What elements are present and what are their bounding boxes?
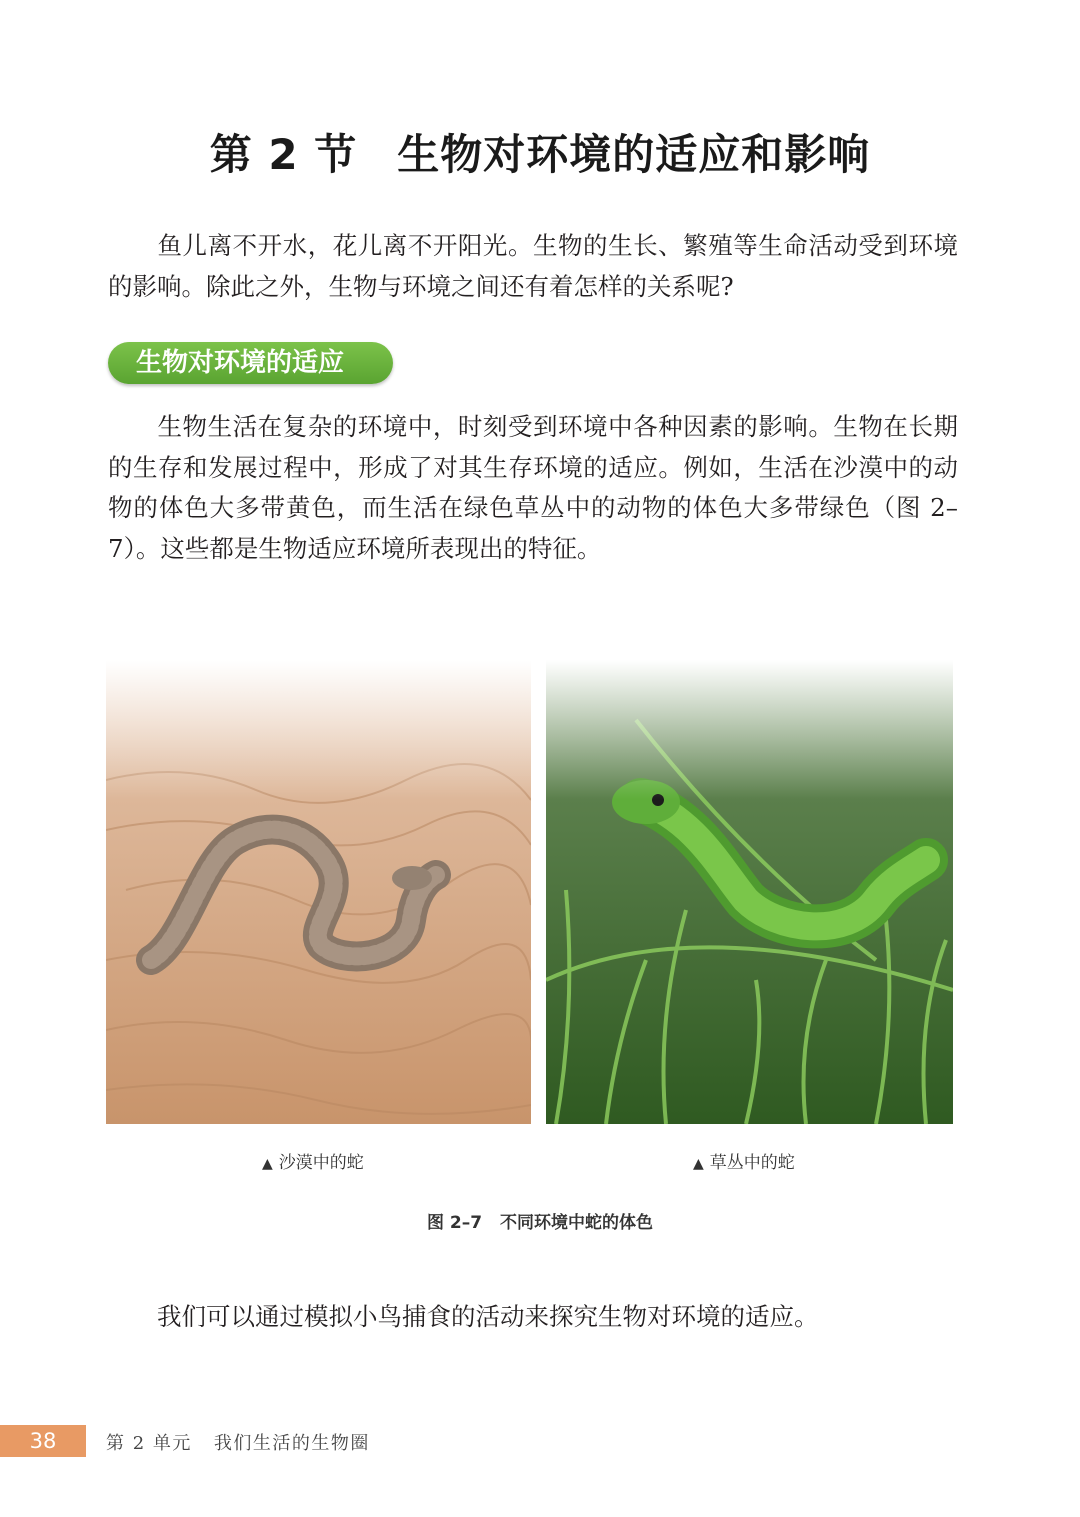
figure-number: 图 2–7	[426, 1213, 483, 1233]
section-number: 第 2 节	[209, 130, 358, 179]
running-footer	[106, 1429, 370, 1455]
unit-title: 我们生活的生物圈	[213, 1433, 370, 1454]
grass-snake-photo	[546, 660, 953, 1124]
unit-label: 第 2 单元	[106, 1433, 192, 1454]
intro-paragraph: 鱼儿离不开水，花儿离不开阳光。生物的生长、繁殖等生命活动受到环境的影响。除此之外，生物与环境之间还有着怎样的关系呢?	[108, 231, 958, 301]
page-title	[0, 122, 1080, 182]
section-title: 生物对环境的适应和影响	[397, 130, 871, 179]
triangle-marker-icon: ▲	[693, 1156, 704, 1172]
figure-title: 不同环境中蛇的体色	[500, 1213, 654, 1233]
grass-photo-caption: ▲ 草丛中的蛇	[693, 1153, 795, 1173]
triangle-marker-icon: ▲	[262, 1156, 273, 1172]
closing-paragraph: 我们可以通过模拟小鸟捕食的活动来探究生物对环境的适应。	[157, 1302, 819, 1331]
body-paragraph: 生物生活在复杂的环境中，时刻受到环境中各种因素的影响。生物在长期的生存和发展过程中，形成了对其生存环境的适应。例如，生活在沙漠中的动物的体色大多带黄色，而生活在绿色草丛中的动物的体色大多带绿色（图 2–7）。这些都是生物适应环境所表现出的特征。	[108, 412, 958, 563]
desert-photo-caption: ▲ 沙漠中的蛇	[262, 1153, 364, 1173]
subheading-pill: 生物对环境的适应	[108, 342, 393, 384]
desert-snake-photo	[106, 660, 531, 1124]
figure-caption	[0, 1208, 1080, 1233]
page-number: 38	[0, 1425, 86, 1457]
